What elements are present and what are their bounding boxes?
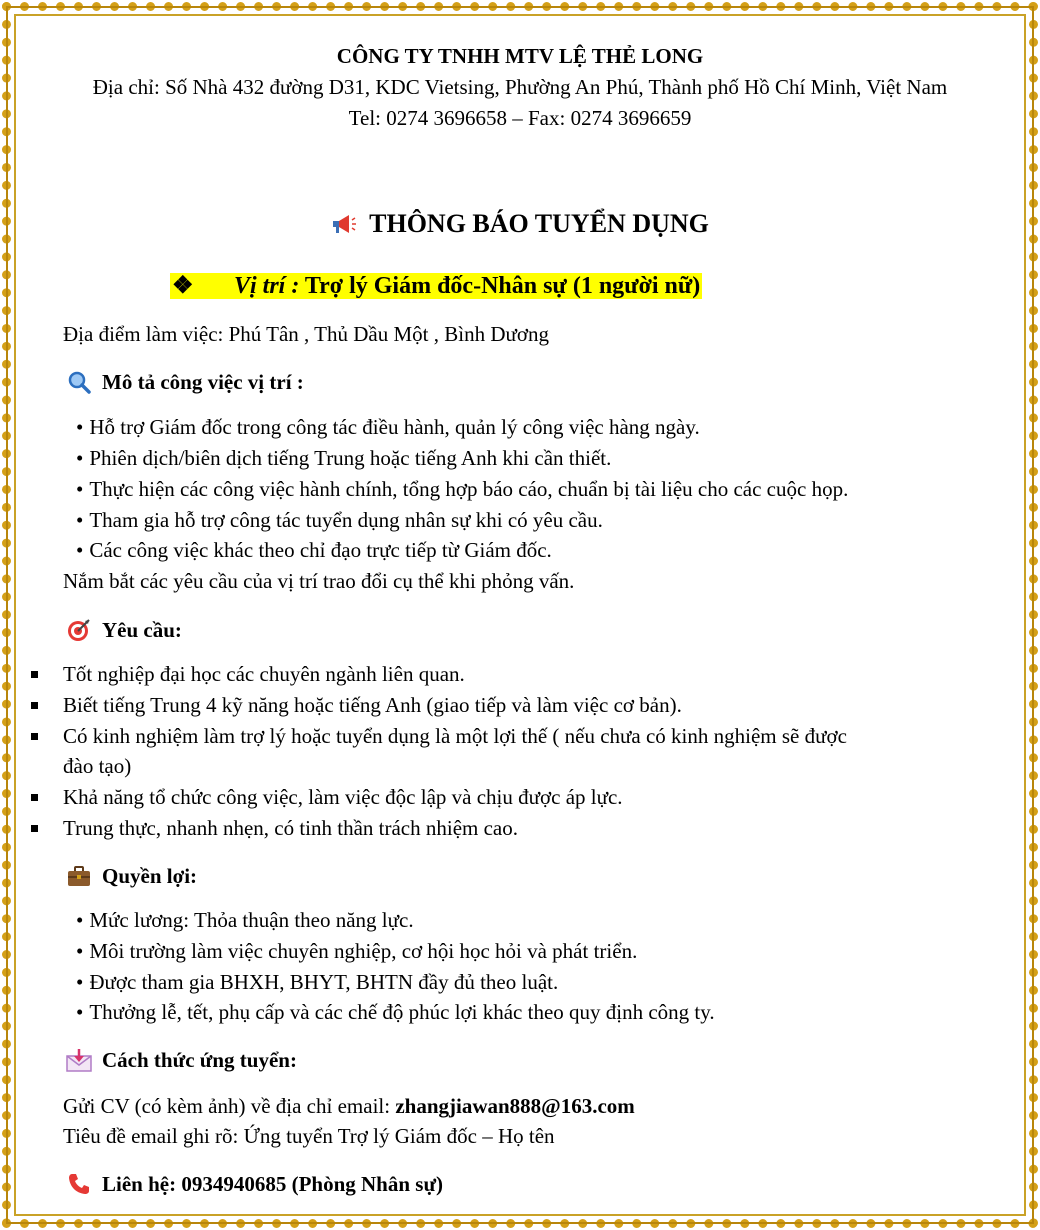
apply-email-prefix: Gửi CV (có kèm ảnh) về địa chỉ email: [63,1094,396,1118]
company-contact: Tel: 0274 3696658 – Fax: 0274 3696659 [348,106,692,130]
apply-heading [66,1046,297,1075]
apply-heading-text: Cách thức ứng tuyển: [102,1048,297,1072]
requirements-heading [66,616,182,645]
position-value: Trợ lý Giám đốc-Nhân sự (1 người nữ) [299,273,701,299]
benefits-heading-text: Quyền lợi: [102,864,198,888]
square-bullet-icon [31,671,38,678]
list-item: Khả năng tổ chức công việc, làm việc độc lập và chịu được áp lực. [63,785,623,809]
phone-icon [66,1171,92,1199]
list-item: • Tham gia hỗ trợ công tác tuyển dụng nhân sự khi có yêu cầu. [76,508,603,532]
company-name: CÔNG TY TNHH MTV LỆ THẺ LONG [336,44,704,68]
square-bullet-icon [31,825,38,832]
description-note: Nắm bắt các yêu cầu của vị trí trao đổi cụ thể khi phỏng vấn. [63,569,575,593]
briefcase-icon [66,863,92,891]
magnifier-icon [66,369,92,397]
list-item-continuation: đào tạo) [63,754,132,778]
notice-title [0,210,1040,238]
list-item: Biết tiếng Trung 4 kỹ năng hoặc tiếng Anh (giao tiếp và làm việc cơ bản). [63,693,682,717]
company-address: Địa chỉ: Số Nhà 432 đường D31, KDC Vietsing, Phường An Phú, Thành phố Hồ Chí Minh, Việt Nam [92,75,948,99]
list-item: Trung thực, nhanh nhẹn, có tinh thần trách nhiệm cao. [63,816,519,840]
contact-text: Liên hệ: 0934940685 (Phòng Nhân sự) [102,1172,444,1196]
requirements-heading-text: Yêu cầu: [102,618,182,642]
apply-email-line [63,1092,635,1120]
list-item: • Thực hiện các công việc hành chính, tổng hợp báo cáo, chuẩn bị tài liệu cho các cuộc họp. [76,477,849,501]
email-link[interactable]: zhangjiawan888@163.com [395,1094,635,1118]
work-location: Địa điểm làm việc: Phú Tân , Thủ Dầu Một , Bình Dương [63,322,549,346]
position-highlight [170,273,702,299]
list-item: • Môi trường làm việc chuyên nghiệp, cơ hội học hỏi và phát triển. [76,939,638,963]
list-item: Có kinh nghiệm làm trợ lý hoặc tuyển dụng là một lợi thế ( nếu chưa có kinh nghiệm sẽ được [63,724,847,748]
envelope-icon [66,1047,92,1075]
square-bullet-icon [31,794,38,801]
position-line [170,272,702,300]
description-heading-text: Mô tả công việc vị trí : [102,370,304,394]
position-label: Vị trí : [234,273,300,299]
benefits-heading [66,862,197,891]
list-item: • Mức lương: Thỏa thuận theo năng lực. [76,908,414,932]
list-item: • Phiên dịch/biên dịch tiếng Trung hoặc tiếng Anh khi cần thiết. [76,446,612,470]
target-icon [66,617,92,645]
apply-subject-line: Tiêu đề email ghi rõ: Ứng tuyển Trợ lý Giám đốc – Họ tên [63,1124,555,1148]
list-item: • Các công việc khác theo chỉ đạo trực tiếp từ Giám đốc. [76,538,552,562]
square-bullet-icon [31,702,38,709]
megaphone-icon [331,209,369,238]
description-heading [66,368,304,397]
square-bullet-icon [31,733,38,740]
list-item: • Hỗ trợ Giám đốc trong công tác điều hành, quản lý công việc hàng ngày. [76,415,700,439]
notice-title-text: THÔNG BÁO TUYỂN DỤNG [369,209,709,238]
diamond-bullet-icon: ❖ [172,273,194,299]
contact-line [66,1170,443,1199]
list-item: • Thưởng lễ, tết, phụ cấp và các chế độ phúc lợi khác theo quy định công ty. [76,1000,715,1024]
list-item: Tốt nghiệp đại học các chuyên ngành liên quan. [63,662,465,686]
list-item: • Được tham gia BHXH, BHYT, BHTN đầy đủ theo luật. [76,970,559,994]
